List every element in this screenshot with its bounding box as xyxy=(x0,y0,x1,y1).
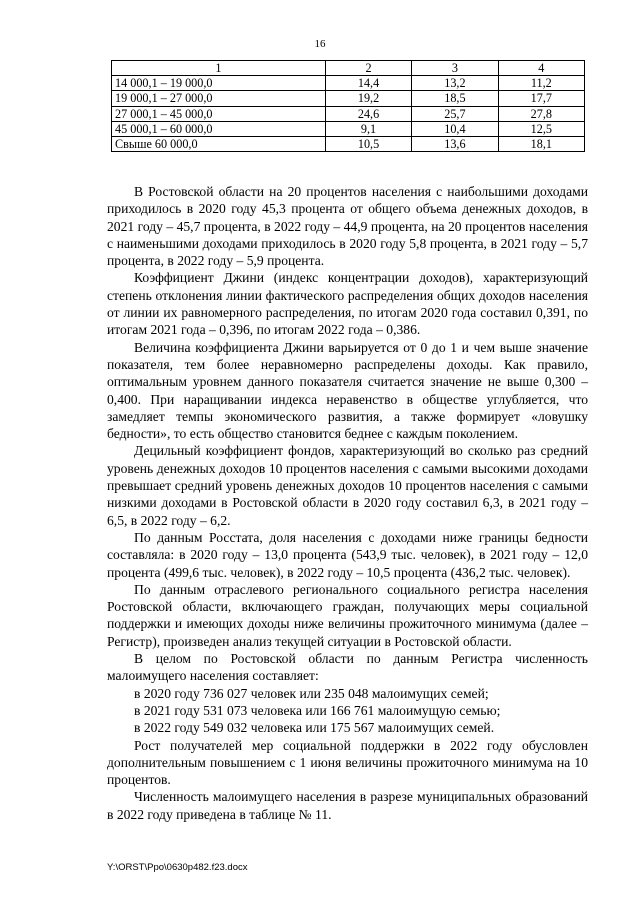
value-cell: 12,5 xyxy=(498,121,584,136)
footer-file-path: Y:\ORST\Ppo\0630p482.f23.docx xyxy=(107,862,248,873)
paragraph-income-shares: В Ростовской области на 20 процентов населения с наибольшими доходами приходилось в 2020 году 45,3 процента от общего объема денежных доходов, в 2021 году – 45,7 процента, в 2022 году – 44,9 процента, на 20 процентов населения с наименьшими доходами приходилось в 2020 году 5,8 процента, в 2021 году – 5,7 процента, в 2022 году – 5,9 процента. xyxy=(107,184,588,269)
table-row xyxy=(112,76,585,91)
value-cell: 18,5 xyxy=(412,91,498,106)
table-row xyxy=(112,121,585,136)
value-cell: 25,7 xyxy=(412,106,498,121)
value-cell: 14,4 xyxy=(325,76,411,91)
table-row xyxy=(112,106,585,121)
income-distribution-table xyxy=(111,60,585,152)
value-cell: 10,5 xyxy=(325,137,411,152)
paragraph-table-reference: Численность малоимущего населения в разрезе муниципальных образований в 2022 году приведена в таблице № 11. xyxy=(107,789,588,822)
paragraph-poverty-share: По данным Росстата, доля населения с доходами ниже границы бедности составляла: в 2020 году – 13,0 процента (543,9 тыс. человек), в 2021 году – 12,0 процента (499,6 тыс. человек), в 2022 году – 10,5 процента (436,2 тыс. человек). xyxy=(107,529,588,580)
paragraph-gini-coefficient: Коэффициент Джини (индекс концентрации доходов), характеризующий степень отклонения линии фактического распределения общих доходов населения от линии их равномерного распределения, по итогам 2020 года составил 0,391, по итогам 2021 года – 0,396, по итогам 2022 года – 0,386. xyxy=(107,270,588,338)
table-header-cell: 2 xyxy=(325,61,411,76)
value-cell: 13,6 xyxy=(412,137,498,152)
income-range-cell: 14 000,1 – 19 000,0 xyxy=(112,76,326,91)
document-body xyxy=(107,183,588,823)
table-header-cell: 3 xyxy=(412,61,498,76)
income-range-cell: 45 000,1 – 60 000,0 xyxy=(112,121,326,136)
value-cell: 19,2 xyxy=(325,91,411,106)
table-header-cell: 4 xyxy=(498,61,584,76)
paragraph-gini-range: Величина коэффициента Джини варьируется от 0 до 1 и чем выше значение показателя, тем более неравномерно распределены доходы. Как правило, оптимальным уровнем данного показателя считается значение не выше 0,300 – 0,400. При наращивании индекса неравенство в обществе углубляется, что замедляет темпы экономического развития, а также формирует «ловушку бедности», то есть общество становится беднее с каждым поколением. xyxy=(107,339,588,442)
income-range-cell: 27 000,1 – 45 000,0 xyxy=(112,106,326,121)
value-cell: 18,1 xyxy=(498,137,584,152)
list-item: в 2020 году 736 027 человек или 235 048 малоимущих семей; xyxy=(134,685,489,701)
value-cell: 9,1 xyxy=(325,121,411,136)
paragraph-growth-reason: Рост получателей мер социальной поддержки в 2022 году обусловлен дополнительным повышением с 1 июня величины прожиточного минимума на 10 процентов. xyxy=(107,737,588,788)
table-row xyxy=(112,137,585,152)
income-range-cell: Свыше 60 000,0 xyxy=(112,137,326,152)
value-cell: 24,6 xyxy=(325,106,411,121)
income-range-cell: 19 000,1 – 27 000,0 xyxy=(112,91,326,106)
value-cell: 13,2 xyxy=(412,76,498,91)
table-header-cell: 1 xyxy=(112,61,326,76)
paragraph-decile-ratio: Децильный коэффициент фондов, характеризующий во сколько раз средний уровень денежных доходов 10 процентов населения с самыми высокими доходами превышает средний уровень денежных доходов 10 процентов населения с самыми низкими доходами в Ростовской области в 2020 году составил 6,3, в 2021 году – 6,5, в 2022 году – 6,2. xyxy=(107,443,588,528)
value-cell: 10,4 xyxy=(412,121,498,136)
page-number: 16 xyxy=(314,38,326,50)
paragraph-low-income-intro: В целом по Ростовской области по данным Регистра численность малоимущего населения составляет: xyxy=(107,651,588,684)
list-item: в 2022 году 549 032 человека или 175 567 малоимущих семей. xyxy=(134,720,495,736)
table-row xyxy=(112,91,585,106)
value-cell: 11,2 xyxy=(498,76,584,91)
value-cell: 27,8 xyxy=(498,106,584,121)
value-cell: 17,7 xyxy=(498,91,584,106)
paragraph-register: По данным отраслевого регионального социального регистра населения Ростовской области, включающего граждан, получающих меры социальной поддержки и имеющих доходы ниже величины прожиточного минимума (далее – Регистр), произведен анализ текущей ситуации в Ростовской области. xyxy=(107,581,588,649)
list-item: в 2021 году 531 073 человека или 166 761 малоимущую семью; xyxy=(134,702,501,718)
table-header-row xyxy=(112,61,585,76)
